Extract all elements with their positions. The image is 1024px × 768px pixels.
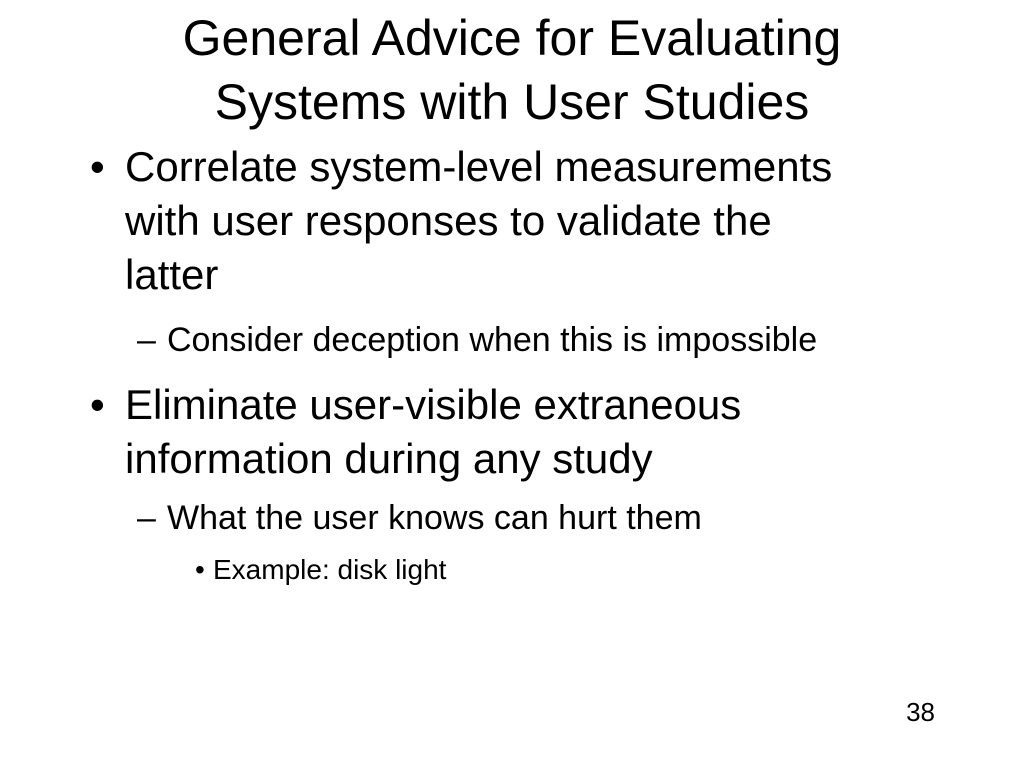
bullet-line: Eliminate user-visible extraneous [125, 381, 742, 428]
bullet-line: with user responses to validate the [125, 197, 772, 244]
bullet-text [125, 140, 832, 302]
dash-marker: – [137, 321, 156, 359]
title-line-1: General Advice for Evaluating [182, 10, 842, 66]
bullet-item [0, 140, 1024, 302]
bullet-marker: • [195, 554, 205, 585]
bullet-text [167, 318, 817, 362]
bullet-line: What the user knows can hurt them [167, 499, 702, 537]
slide-title [0, 0, 1024, 134]
bullet-text [125, 378, 741, 486]
dash-marker: – [137, 499, 156, 537]
title-line-2: Systems with User Studies [214, 74, 810, 130]
page-number: 38 [906, 697, 935, 727]
bullet-line: Correlate system-level measurements [125, 143, 833, 190]
bullet-text [213, 552, 446, 588]
bullet-line: Consider deception when this is impossible [167, 321, 818, 359]
bullet-marker: • [90, 381, 105, 428]
bullet-item [0, 318, 1024, 362]
bullet-item [0, 552, 1024, 588]
bullet-item [0, 378, 1024, 486]
bullet-text [167, 496, 702, 540]
bullet-line: Example: disk light [213, 554, 447, 585]
bullet-marker: • [90, 143, 105, 190]
bullet-line: information during any study [125, 435, 653, 482]
bullet-item [0, 496, 1024, 540]
bullet-line: latter [125, 251, 219, 298]
slide-body [0, 140, 1024, 588]
